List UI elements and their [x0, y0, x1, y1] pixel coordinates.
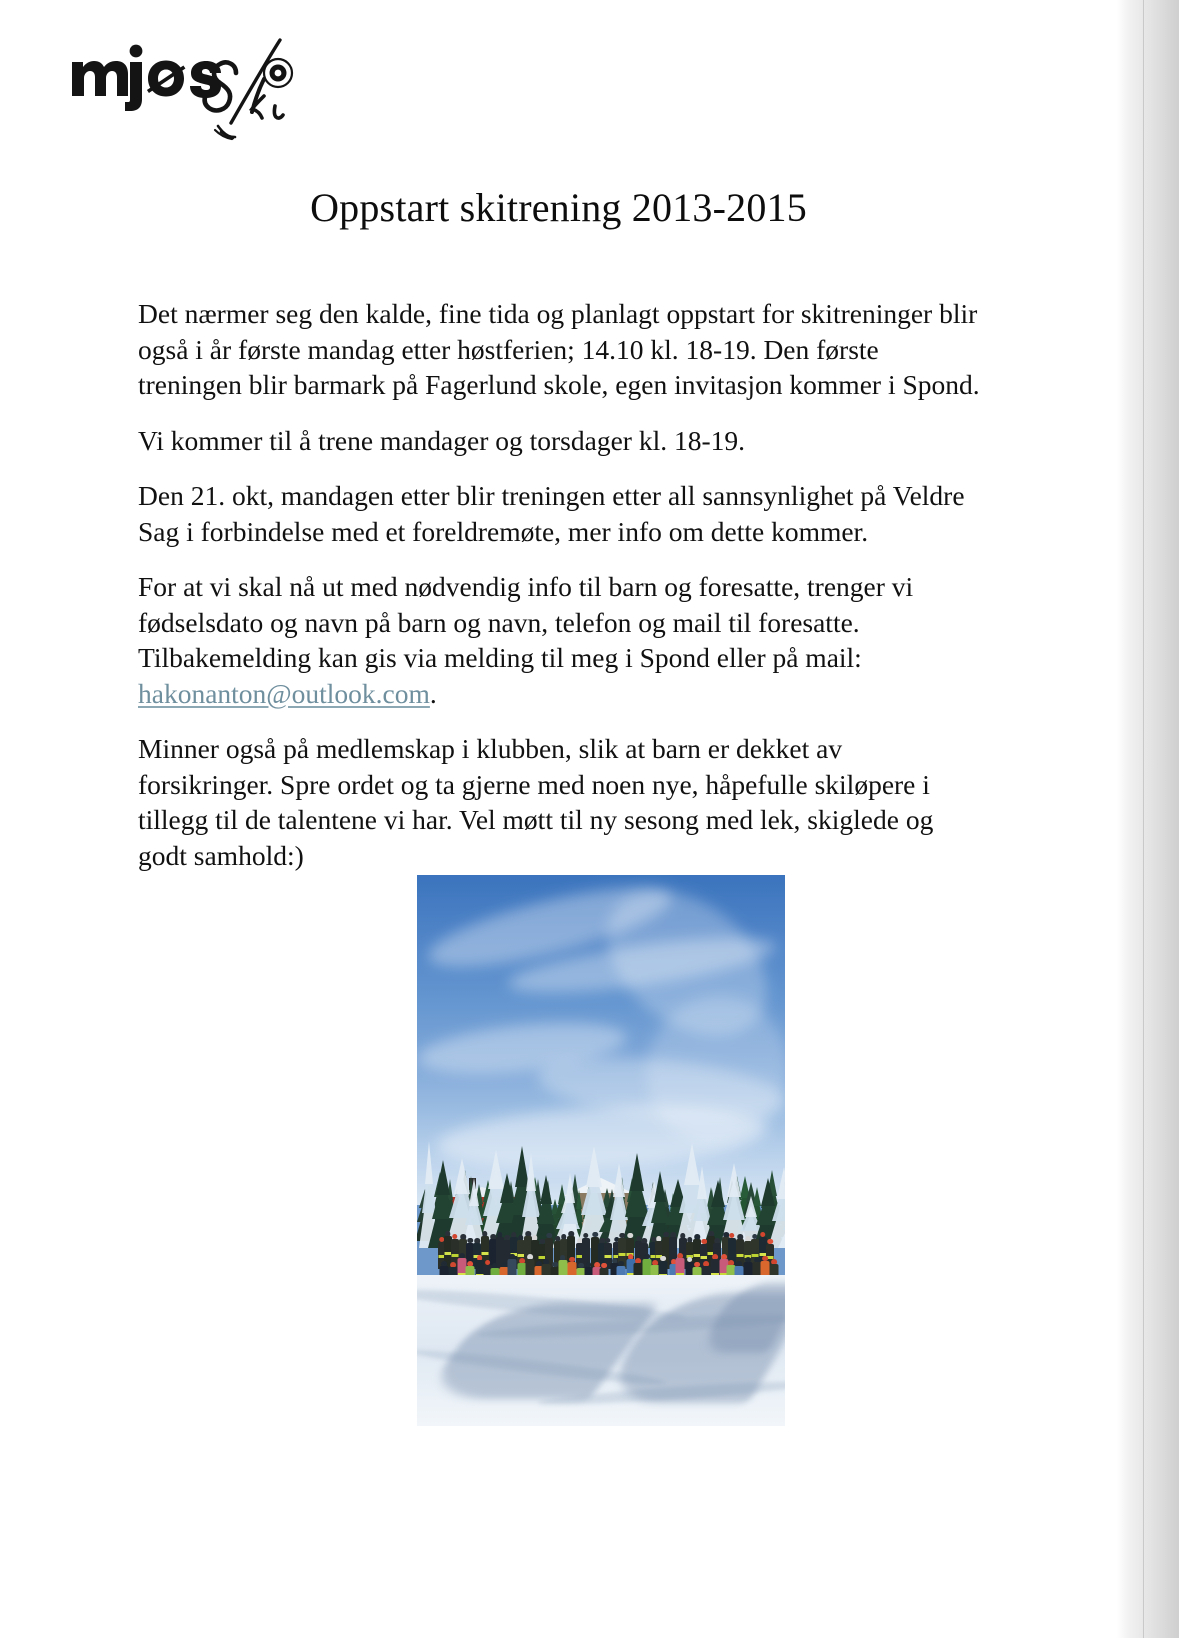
paragraph-contact [138, 569, 983, 711]
page-title: Oppstart skitrening 2013-2015 [310, 184, 807, 230]
paragraph-contact-lead: For at vi skal nå ut med nødvendig info til barn og foresatte, trenger vi fødselsdato og navn på barn og navn, telefon og mail til foresatte. Tilbakemelding kan gis via melding til meg i Spond eller på mail: [138, 571, 914, 673]
mjos-ski-logo [66, 26, 296, 151]
group-photo-ski-team [417, 875, 785, 1426]
paragraph-membership: Minner også på medlemskap i klubben, slik at barn er dekket av forsikringer. Spre ordet og ta gjerne med noen nye, håpefulle skiløpere i tillegg til de talentene vi har. Vel møtt til ny sesong med lek, skiglede og godt samhold:) [138, 733, 934, 871]
paragraph-oct21: Den 21. okt, mandagen etter blir treningen etter all sannsynlighet på Veldre Sag i forbindelse med et foreldremøte, mer info om dette kommer. [138, 480, 965, 547]
paragraph-schedule: Vi kommer til å trene mandager og torsdager kl. 18-19. [138, 424, 745, 456]
paragraph-intro: Det nærmer seg den kalde, fine tida og planlagt oppstart for skitreninger blir også i år første mandag etter høstferien; 14.10 kl. 18-19. Den første treningen blir barmark på Fagerlund skole, egen invitasjon kommer i Spond. [138, 298, 980, 400]
email-link[interactable]: hakonanton@outlook.com [138, 677, 430, 709]
logo-dot [264, 59, 292, 87]
document-body [138, 296, 983, 873]
page-edge-shadow [1117, 0, 1179, 1638]
photo-snow-field [417, 1275, 785, 1426]
paragraph-contact-tail: . [429, 677, 437, 709]
